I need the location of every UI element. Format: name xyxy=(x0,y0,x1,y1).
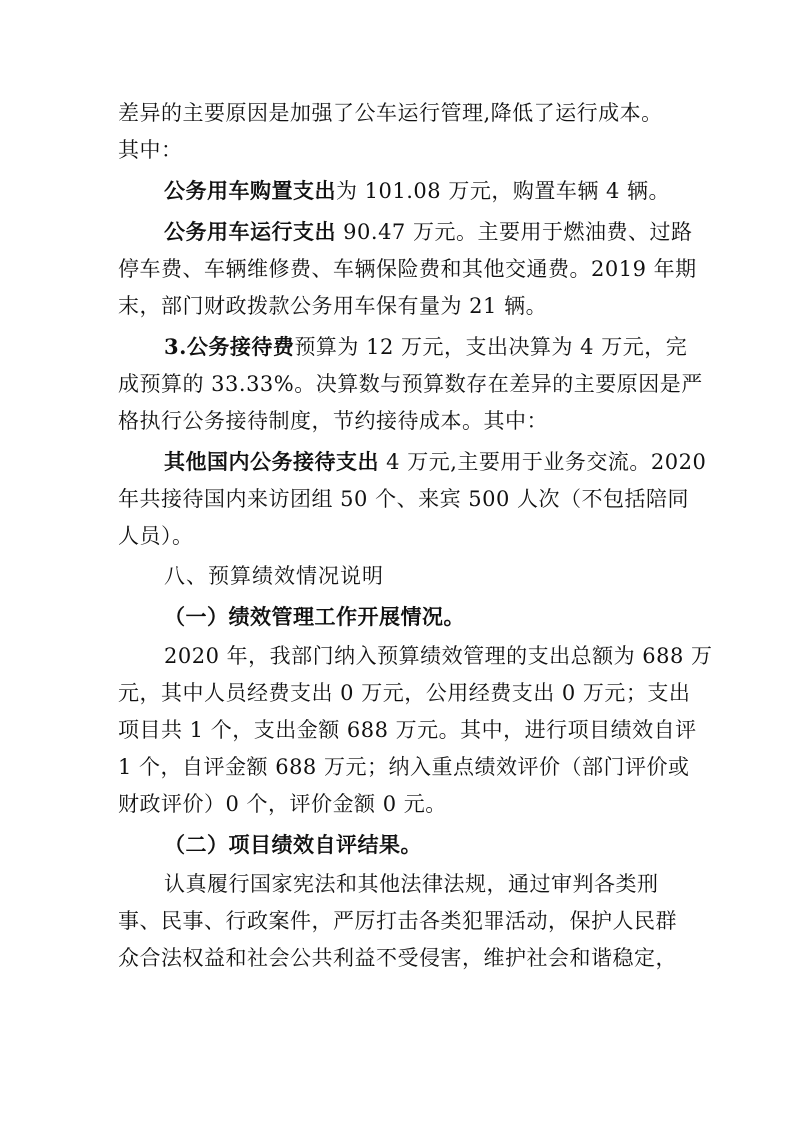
text-line: 格执行公务接待制度，节约接待成本。其中： xyxy=(118,409,548,433)
text-line: 差异的主要原因是加强了公车运行管理,降低了运行成本。 xyxy=(118,101,663,125)
text-run: 4 万元,主要用于业务交流。2020 xyxy=(379,450,707,474)
text-line: 1 个，自评金额 688 万元；纳入重点绩效评价（部门评价或 xyxy=(118,755,690,779)
text-line: 2020 年，我部门纳入预算绩效管理的支出总额为 688 万 xyxy=(164,644,713,668)
section-heading: 八、预算绩效情况说明 xyxy=(164,564,384,588)
subsection-heading: （二）项目绩效自评结果。 xyxy=(164,832,422,857)
bold-term: 公务用车运行支出 xyxy=(164,219,336,244)
paragraph-domestic-reception xyxy=(118,443,707,555)
text-run: 90.47 万元。主要用于燃油费、过路 xyxy=(336,220,693,244)
bold-term: 公务用车购置支出 xyxy=(164,178,336,203)
text-line: 停车费、车辆维修费、车辆保险费和其他交通费。2019 年期 xyxy=(118,257,697,281)
text-line xyxy=(118,213,693,251)
text-line xyxy=(118,443,707,481)
text-line: 其中： xyxy=(118,138,183,162)
subsection-heading: （一）绩效管理工作开展情况。 xyxy=(164,604,465,629)
paragraph-reception-fee xyxy=(118,328,703,440)
text-line: 年共接待国内来访团组 50 个、来宾 500 人次（不包括陪同 xyxy=(118,487,690,511)
paragraph-vehicle-operation xyxy=(118,213,697,325)
text-line: 项目共 1 个，支出金额 688 万元。其中，进行项目绩效自评 xyxy=(118,718,697,742)
text-line xyxy=(118,328,690,366)
text-line: 元，其中人员经费支出 0 万元，公用经费支出 0 万元；支出 xyxy=(118,681,691,705)
text-line: 事、民事、行政案件，严厉打击各类犯罪活动，保护人民群 xyxy=(118,909,677,933)
paragraph-performance-management xyxy=(118,638,713,823)
text-run: 预算为 12 万元，支出决算为 4 万元，完 xyxy=(294,335,688,359)
text-line: 人员）。 xyxy=(118,524,194,548)
text-line: 众合法权益和社会公共利益不受侵害，维护社会和谐稳定， xyxy=(118,946,677,970)
text-line: 成预算的 33.33%。决算数与预算数存在差异的主要原因是严 xyxy=(118,372,703,396)
bold-term: 3.公务接待费 xyxy=(164,334,295,359)
text-line: 认真履行国家宪法和其他法律法规，通过审判各类刑 xyxy=(164,872,659,896)
text-run: 为 101.08 万元，购置车辆 4 辆。 xyxy=(336,179,671,203)
text-line: 财政评价）0 个，评价金额 0 元。 xyxy=(118,792,447,816)
paragraph-self-evaluation xyxy=(118,866,690,977)
text-line: 末，部门财政拨款公务用车保有量为 21 辆。 xyxy=(118,294,548,318)
bold-term: 其他国内公务接待支出 xyxy=(164,449,379,474)
paragraph-vehicle-purchase xyxy=(118,172,690,210)
